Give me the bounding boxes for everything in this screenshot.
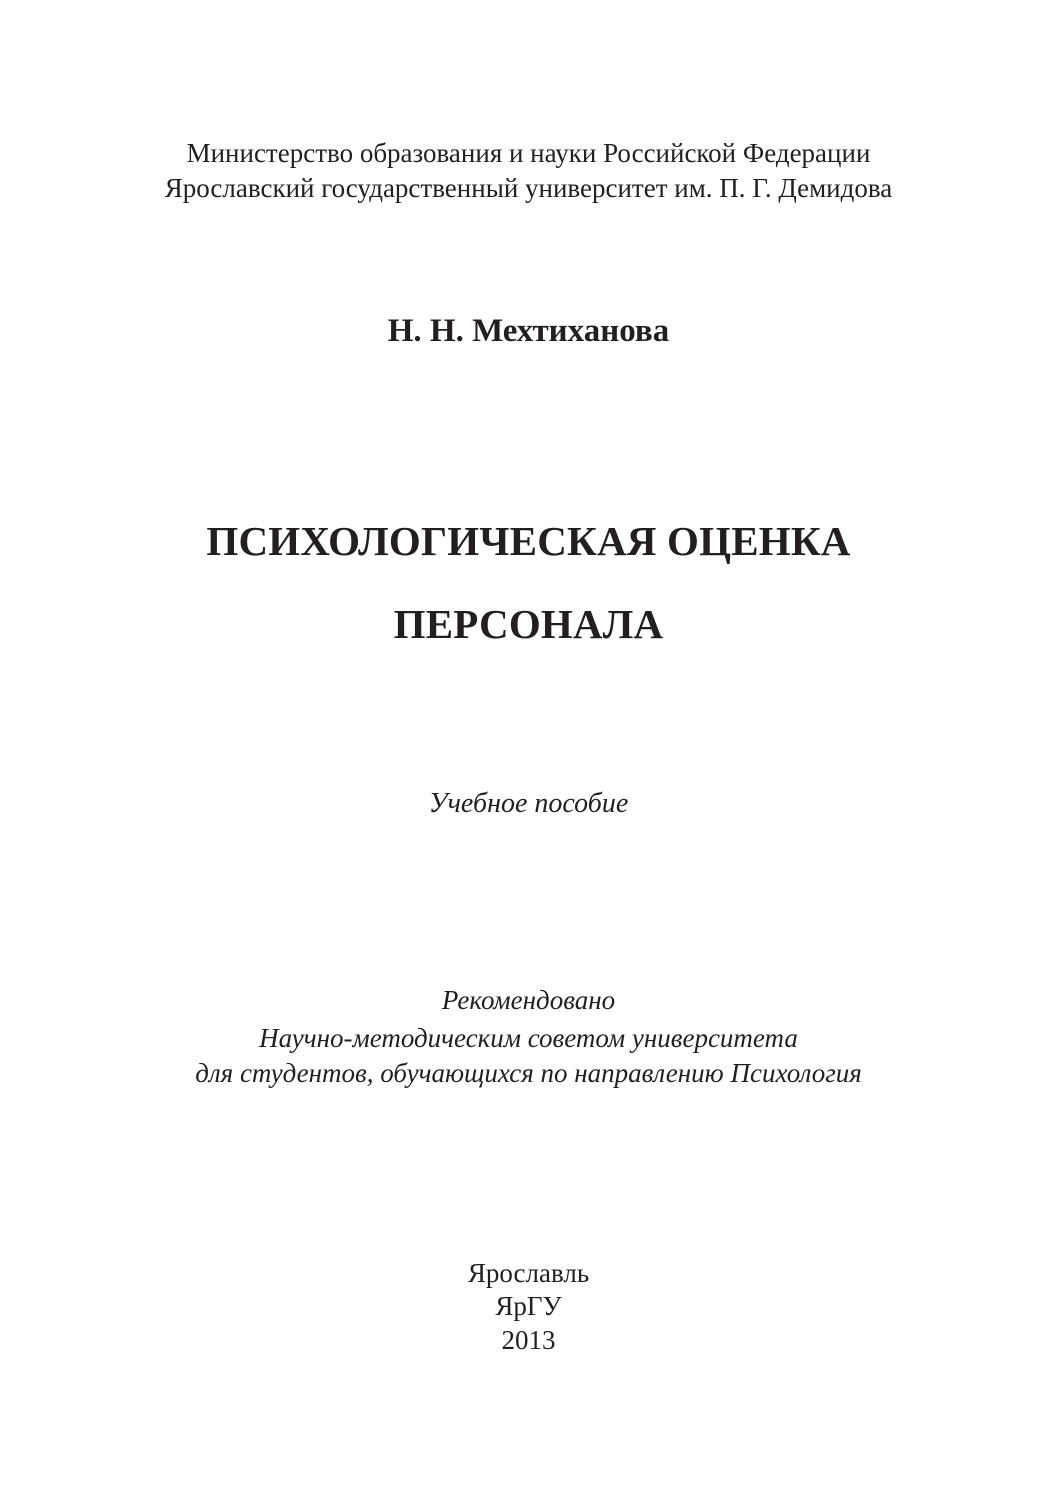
university-name: Ярославский государственный университет им. П. Г. Демидова xyxy=(164,173,893,203)
recommendation-line-1: Рекомендовано xyxy=(441,985,616,1015)
imprint-publisher: ЯрГУ xyxy=(495,1291,562,1321)
imprint-city: Ярославль xyxy=(467,1258,590,1288)
recommendation-line-3: для студентов, обучающихся по направлению Психология xyxy=(195,1058,862,1088)
book-title-line-2: ПЕРСОНАЛА xyxy=(393,601,664,647)
imprint-year: 2013 xyxy=(501,1325,556,1355)
author-name: Н. Н. Мехтиханова xyxy=(387,313,670,349)
recommendation-line-2: Научно-методическим советом университета xyxy=(259,1023,798,1053)
book-title-line-1: ПСИХОЛОГИЧЕСКАЯ ОЦЕНКА xyxy=(206,518,851,564)
publication-type: Учебное пособие xyxy=(428,788,629,819)
ministry-name: Министерство образования и науки Российской Федерации xyxy=(186,138,871,168)
